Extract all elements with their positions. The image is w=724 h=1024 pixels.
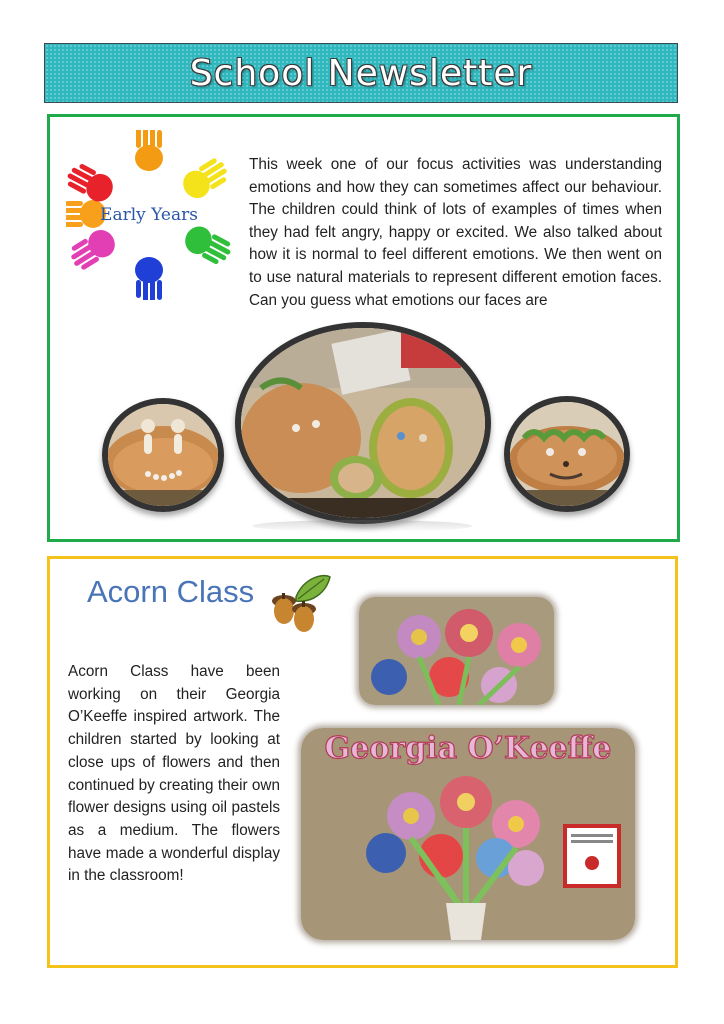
acorn-class-heading: Acorn Class (87, 574, 255, 609)
emotion-face-photo-center (235, 322, 491, 524)
acorn-class-text: Acorn Class have been working on their Georgia O’Keeffe inspired artwork. The children started by looking at close ups of flowers and then continued by creating their own flower designs using oil pastels as a medium. The flowers have made a wonderful display in the classroom! (68, 663, 280, 885)
early-years-intro: This week one of our focus activities was understanding emotions and how they can sometimes affect our behaviour. The children could think of lots of examples of times when they had felt angry, happy or excited. We also talked about how it is normal to feel different emotions. We then went on to use natural materials to represent different emotion faces. Can you guess what emotions our faces are (249, 156, 662, 309)
newsletter-banner (44, 43, 678, 103)
emotion-face-photo-right (504, 396, 630, 512)
flower-artwork-photo (359, 597, 554, 705)
svg-text:Georgia O’Keeffe: Georgia O’Keeffe (324, 731, 612, 766)
early-years-logo (66, 130, 232, 300)
acorn-icon (266, 571, 332, 633)
page-title: School Newsletter (189, 52, 533, 94)
georgia-okeeffe-display-photo (301, 728, 635, 940)
photo-reflection (252, 520, 472, 532)
emotion-face-photo-left (102, 398, 224, 512)
svg-text:Early Years: Early Years (100, 205, 198, 225)
